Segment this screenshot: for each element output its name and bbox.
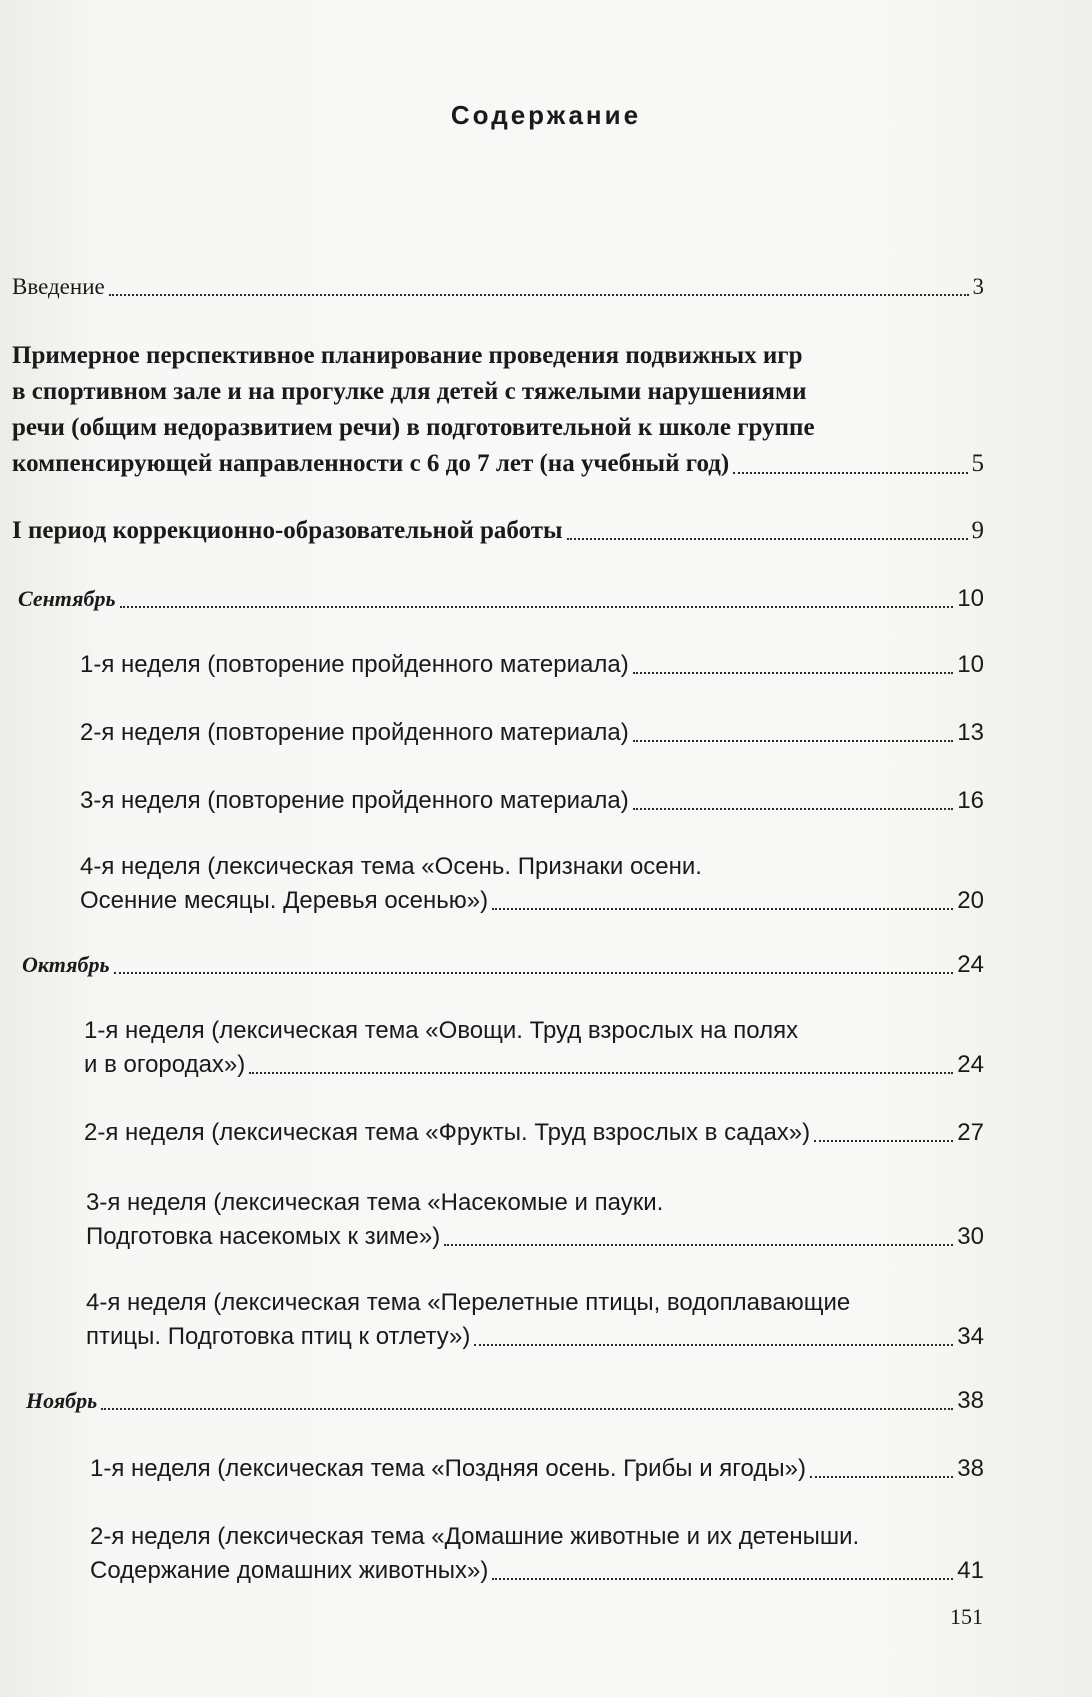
toc-entry-week[interactable] [84,1116,984,1150]
toc-entry-text: 1-я неделя (лексическая тема «Поздняя осень. Грибы и ягоды») [90,1455,806,1482]
toc-entry-text: Содержание домашних животных») [90,1557,489,1584]
toc-entry-text: 2-я неделя (лексическая тема «Фрукты. Труд взрослых в садах») [84,1119,811,1146]
dot-leader [633,808,954,810]
dot-leader [492,908,953,910]
dot-leader [492,1578,953,1580]
toc-entry-text: I период коррекционно-образовательной работы [12,517,563,544]
toc-entry-text: и в огородах») [84,1051,246,1078]
toc-entry-line: речи (общим недоразвитием речи) в подготовительной к школе группе [12,414,815,441]
toc-entry-text: 2-я неделя (повторение пройденного материала) [80,719,629,746]
toc-entry-week[interactable] [80,850,984,918]
toc-page-number: 38 [957,1455,984,1482]
dot-leader [101,1408,953,1410]
toc-page-number: 10 [957,585,984,612]
dot-leader [814,1140,953,1142]
toc-page-number: 24 [957,1051,984,1078]
toc-entry-week[interactable] [80,716,984,750]
toc-page-number: 30 [957,1223,984,1250]
dot-leader [633,672,954,674]
toc-entry-line: 2-я неделя (лексическая тема «Домашние животные и их детеныши. [90,1523,860,1550]
toc-page-number: 24 [957,951,984,978]
toc-page-number: 38 [957,1387,984,1414]
toc-page-number: 20 [957,887,984,914]
toc-entry-week[interactable] [80,784,984,818]
toc-entry-line: в спортивном зале и на прогулке для детей с тяжелыми нарушениями [12,378,807,405]
toc-entry-week[interactable] [90,1452,984,1486]
toc-page-number: 16 [957,787,984,814]
toc-page-number: 10 [957,651,984,678]
toc-entry-period[interactable] [12,514,984,548]
toc-entry-planning[interactable] [12,338,984,482]
toc-page-number: 27 [957,1119,984,1146]
toc-entry-week[interactable] [86,1186,984,1254]
dot-leader [810,1476,953,1478]
toc-entry-week[interactable] [90,1520,984,1588]
dot-leader [567,538,968,540]
toc-entry-line: 3-я неделя (лексическая тема «Насекомые и пауки. [86,1189,664,1216]
toc-month-november[interactable] [26,1384,984,1418]
toc-entry-week[interactable] [86,1286,984,1354]
dot-leader [114,972,954,974]
month-label: Октябрь [22,952,110,977]
toc-entry-line: Примерное перспективное планирование проведения подвижных игр [12,342,803,369]
dot-leader [109,294,969,296]
toc-entry-week[interactable] [84,1014,984,1082]
toc-entry-text: птицы. Подготовка птиц к отлету») [86,1323,471,1350]
toc-entry-week[interactable] [80,648,984,682]
toc-entry-text: 3-я неделя (повторение пройденного материала) [80,787,629,814]
dot-leader [733,472,967,474]
toc-entry-line: 4-я неделя (лексическая тема «Осень. Признаки осени. [80,853,702,880]
toc-page-number: 9 [971,517,984,544]
toc-month-october[interactable] [22,948,984,982]
dot-leader [444,1244,953,1246]
toc-page-number: 3 [972,274,984,299]
toc-entry-intro[interactable] [12,270,984,304]
toc-page-number: 5 [971,450,984,477]
dot-leader [633,740,954,742]
toc-entry-text: компенсирующей направленности с 6 до 7 лет (на учебный год) [12,450,730,477]
toc-entry-text: 1-я неделя (повторение пройденного материала) [80,651,629,678]
month-label: Сентябрь [18,586,116,611]
month-label: Ноябрь [26,1388,98,1413]
dot-leader [249,1072,953,1074]
page-number: 151 [950,1604,983,1629]
toc-month-september[interactable] [18,582,984,616]
toc-entry-line: 4-я неделя (лексическая тема «Перелетные птицы, водоплавающие [86,1289,851,1316]
dot-leader [474,1344,953,1346]
toc-entry-text: Подготовка насекомых к зиме») [86,1223,441,1250]
toc-page-number: 13 [957,719,984,746]
toc-entry-text: Осенние месяцы. Деревья осенью») [80,887,489,914]
toc-page-number: 41 [957,1557,984,1584]
toc-entry-line: 1-я неделя (лексическая тема «Овощи. Труд взрослых на полях [84,1017,799,1044]
dot-leader [120,606,954,608]
toc-entry-text: Введение [12,274,105,299]
contents-title: Содержание [450,100,642,130]
toc-page-number: 34 [957,1323,984,1350]
